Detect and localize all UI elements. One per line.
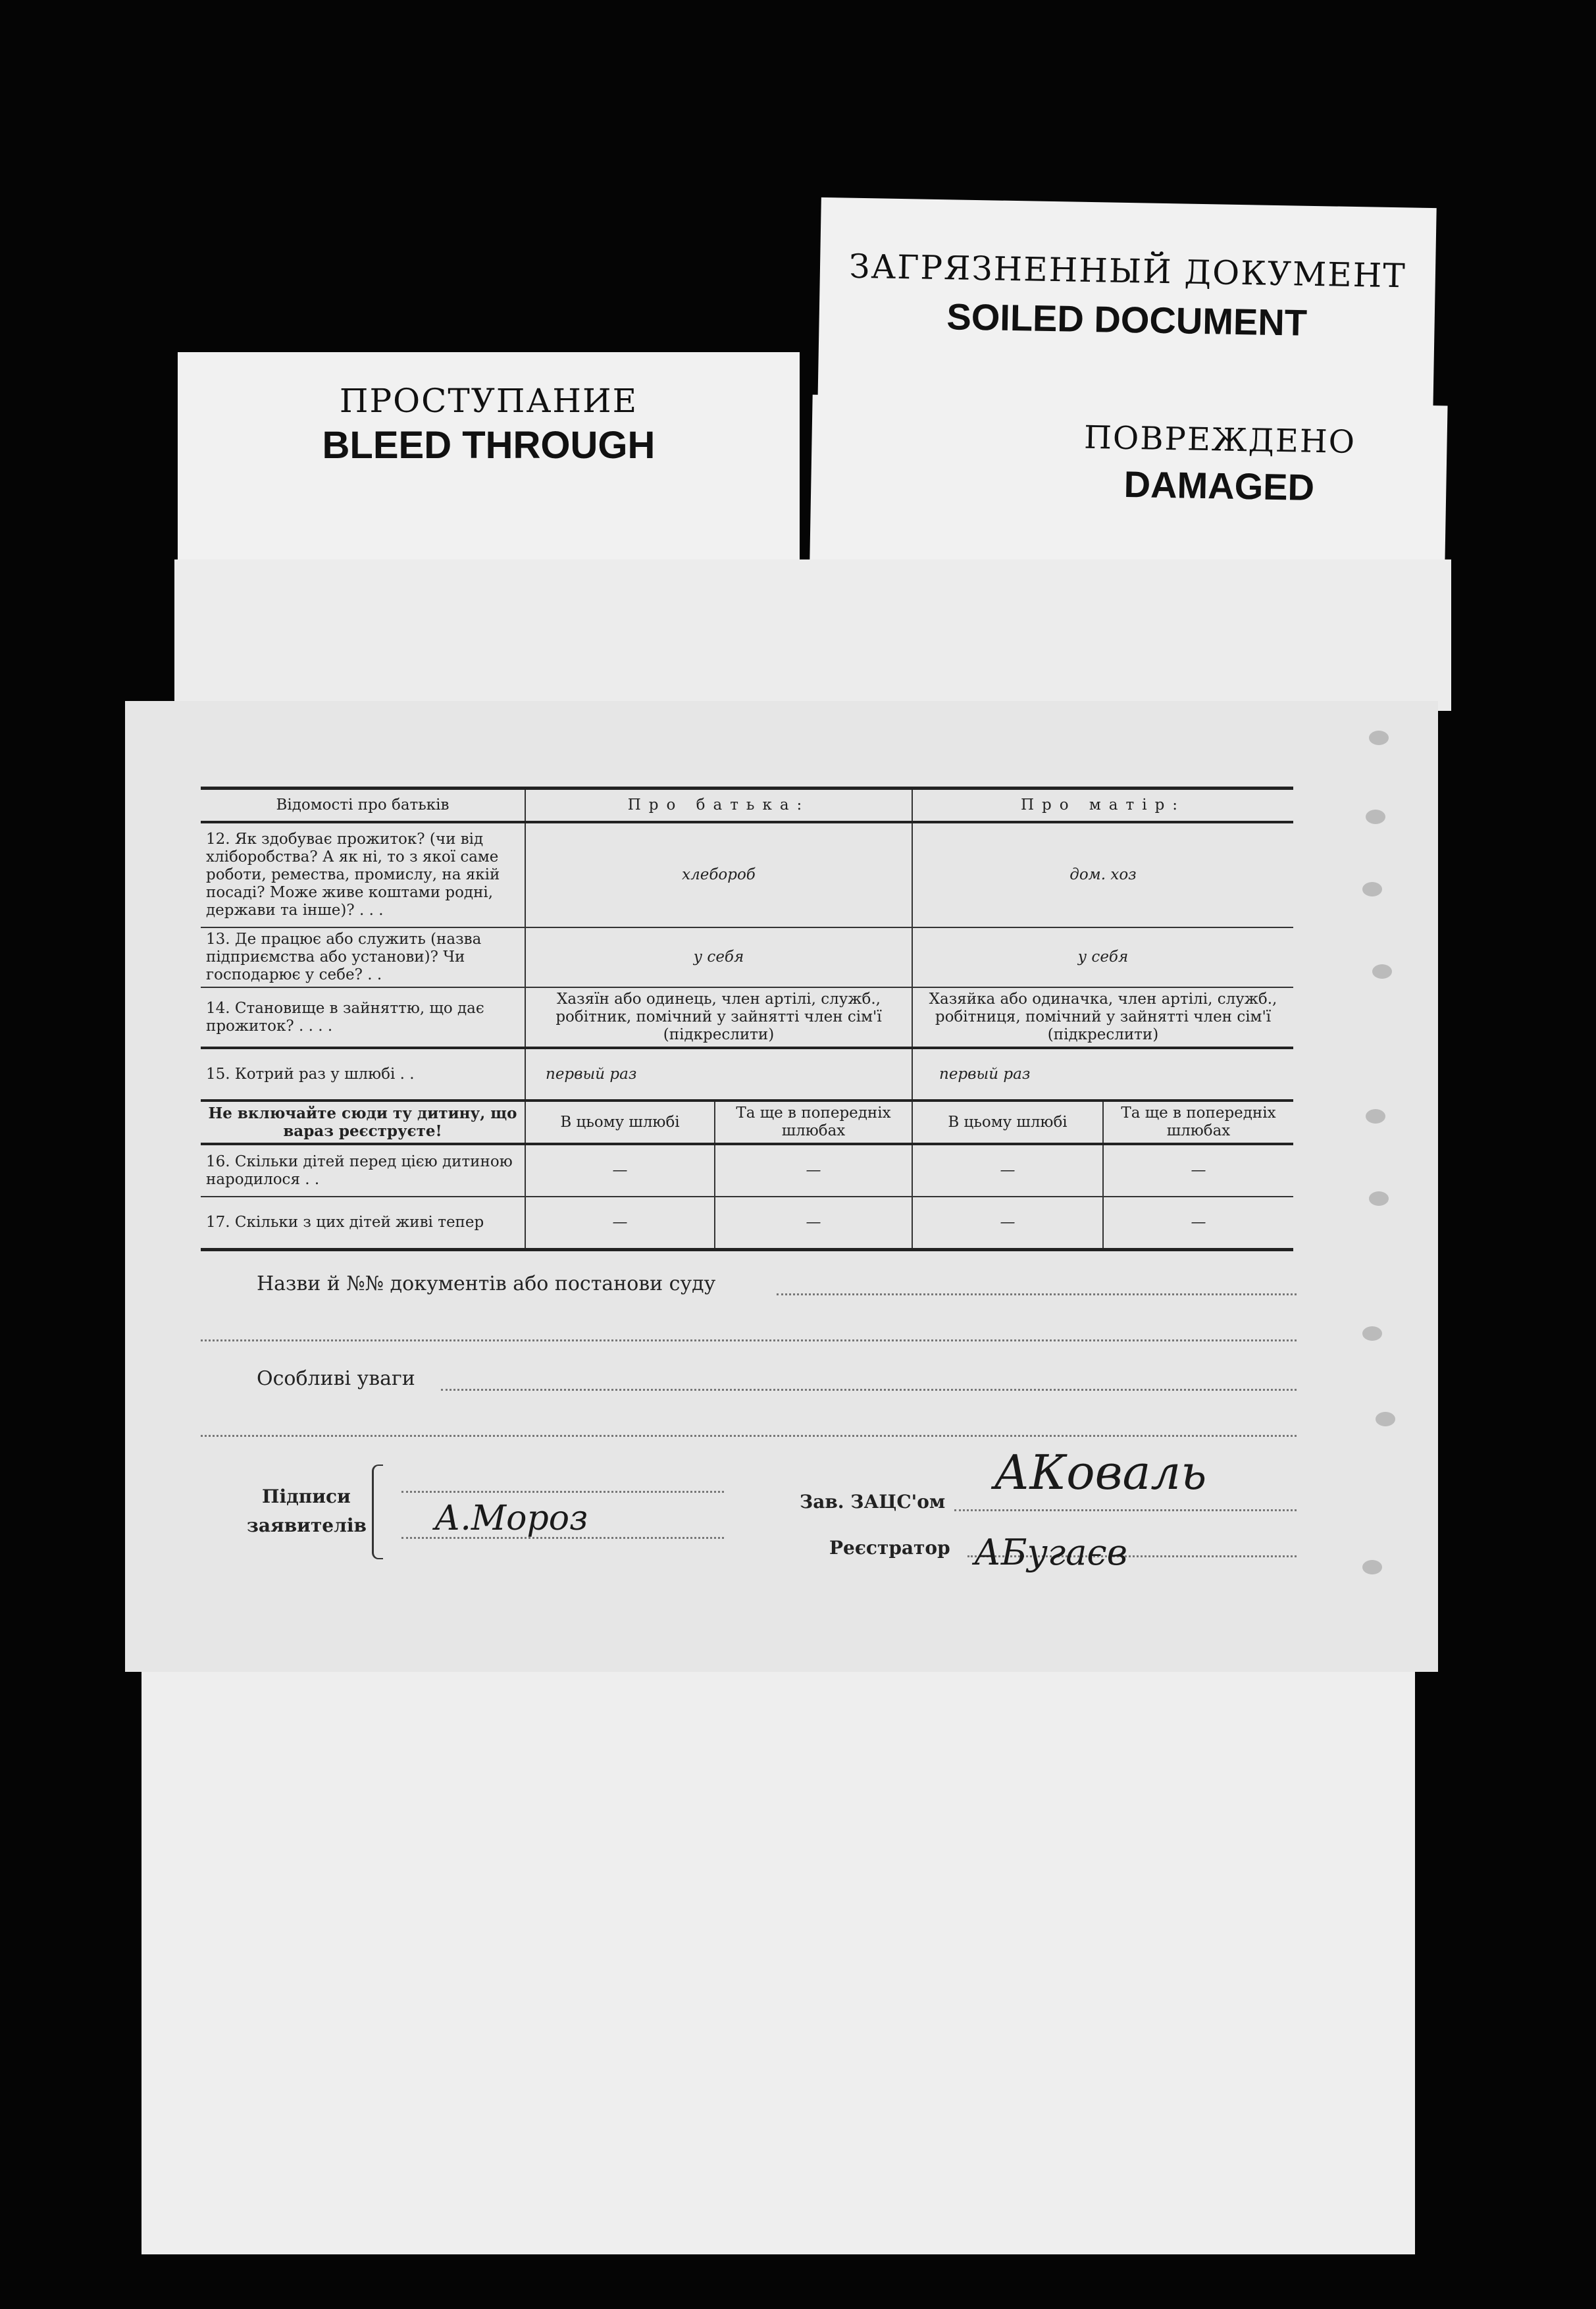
answer-17-mother-this: — (912, 1197, 1103, 1249)
question-17: 17. Скільки з цих дітей живі тепер (201, 1197, 525, 1249)
soiled-document-flag (817, 197, 1436, 419)
damaged-flag-en: DAMAGED (1123, 463, 1315, 508)
remarks-line (441, 1389, 1297, 1391)
table-row (201, 927, 1293, 987)
bleed-flag-ru: ПРОСТУПАНИЕ (339, 382, 638, 420)
answer-15-mother: первый раз (912, 1048, 1293, 1101)
answer-17-mother-prev: — (1103, 1197, 1293, 1249)
bleed-through-flag (178, 352, 800, 589)
answer-12-father: хлебороб (525, 822, 912, 927)
head-signature: АКоваль (994, 1445, 1207, 1500)
soiled-flag-en: SOILED DOCUMENT (946, 296, 1308, 344)
question-14: 14. Становище в зайняттю, що дає прожиток? . . . . (201, 987, 525, 1048)
answer-16-father-this: — (525, 1144, 715, 1197)
answer-16-mother-this: — (912, 1144, 1103, 1197)
remarks-line-2 (201, 1435, 1297, 1437)
registrar-label: Реєстратор (829, 1537, 950, 1559)
blank-lower-sheet (142, 1659, 1415, 2254)
header-mother: Про матір: (912, 789, 1293, 823)
answer-14-father-options: Хазяїн або одинець, член артілі, служб., робітник, помічний у зайнятті член сім'ї (підкреслити) (525, 987, 912, 1048)
head-sig-line (954, 1509, 1297, 1511)
answer-16-mother-prev: — (1103, 1144, 1293, 1197)
table-header-row (201, 789, 1293, 823)
documents-label: Назви й №№ документів або постанови суду (257, 1272, 716, 1295)
soiled-flag-ru: ЗАГРЯЗНЕННЫЙ ДОКУМЕНТ (848, 247, 1407, 296)
binding-hole (1369, 731, 1389, 745)
applicants-brace (372, 1465, 383, 1559)
binding-hole (1372, 964, 1392, 979)
answer-13-mother: у себя (912, 927, 1293, 987)
table-row (201, 1144, 1293, 1197)
registrar-signature: АБугаєв (974, 1532, 1128, 1573)
head-label: Зав. ЗАЦС'ом (800, 1491, 946, 1513)
backing-sheet (174, 559, 1451, 711)
table-row (201, 1048, 1293, 1101)
answer-15-father: первый раз (525, 1048, 912, 1101)
question-12: 12. Як здобуває прожиток? (чи від хліборобства? А як ні, то з якої саме роботи, ремества, промислу, на якій посаді? Може живе коштами родні, держави та інше)? . . . (201, 822, 525, 927)
applicants-label-2: заявителів (247, 1515, 367, 1536)
sub-header-father-prev: Та ще в попередніх шлюбах (715, 1101, 912, 1144)
children-note: Не включайте сюди ту дитину, що вараз реєструєте! (201, 1101, 525, 1144)
binding-hole (1376, 1412, 1395, 1426)
answer-16-father-prev: — (715, 1144, 912, 1197)
question-16: 16. Скільки дітей перед цією дитиною народилося . . (201, 1144, 525, 1197)
question-13: 13. Де працює або служить (назва підприємства або установи)? Чи господарює у себе? . . (201, 927, 525, 987)
applicant-signature: А.Мороз (434, 1499, 588, 1538)
documents-line-2 (201, 1339, 1297, 1341)
sub-header-mother-this: В цьому шлюбі (912, 1101, 1103, 1144)
answer-17-father-prev: — (715, 1197, 912, 1249)
binding-hole (1366, 810, 1385, 824)
table-row (201, 822, 1293, 927)
sub-header-mother-prev: Та ще в попередніх шлюбах (1103, 1101, 1293, 1144)
table-row (201, 987, 1293, 1048)
binding-hole (1362, 1560, 1382, 1574)
answer-13-father: у себя (525, 927, 912, 987)
answer-12-mother: дом. хоз (912, 822, 1293, 927)
header-father: Про батька: (525, 789, 912, 823)
applicants-label-1: Підписи (262, 1486, 351, 1507)
question-15: 15. Котрий раз у шлюбі . . (201, 1048, 525, 1101)
damaged-flag-ru: ПОВРЕЖДЕНО (1083, 419, 1356, 461)
answer-14-mother-options: Хазяйка або одиначка, член артілі, служб., робітниця, помічний у зайнятті член сім'ї (підкреслити) (912, 987, 1293, 1048)
binding-hole (1362, 882, 1382, 896)
sub-header-father-this: В цьому шлюбі (525, 1101, 715, 1144)
documents-line (777, 1293, 1297, 1295)
parents-info-table (201, 787, 1293, 1251)
header-parents-info: Відомості про батьків (201, 789, 525, 823)
answer-17-father-this: — (525, 1197, 715, 1249)
remarks-label: Особливі уваги (257, 1367, 415, 1390)
bleed-flag-en: BLEED THROUGH (322, 424, 656, 467)
registration-form (125, 701, 1438, 1672)
applicant-sig-line-1 (401, 1491, 724, 1493)
binding-hole (1366, 1109, 1385, 1124)
binding-hole (1369, 1191, 1389, 1206)
table-row (201, 1197, 1293, 1249)
binding-hole (1362, 1326, 1382, 1341)
table-row (201, 1101, 1293, 1144)
